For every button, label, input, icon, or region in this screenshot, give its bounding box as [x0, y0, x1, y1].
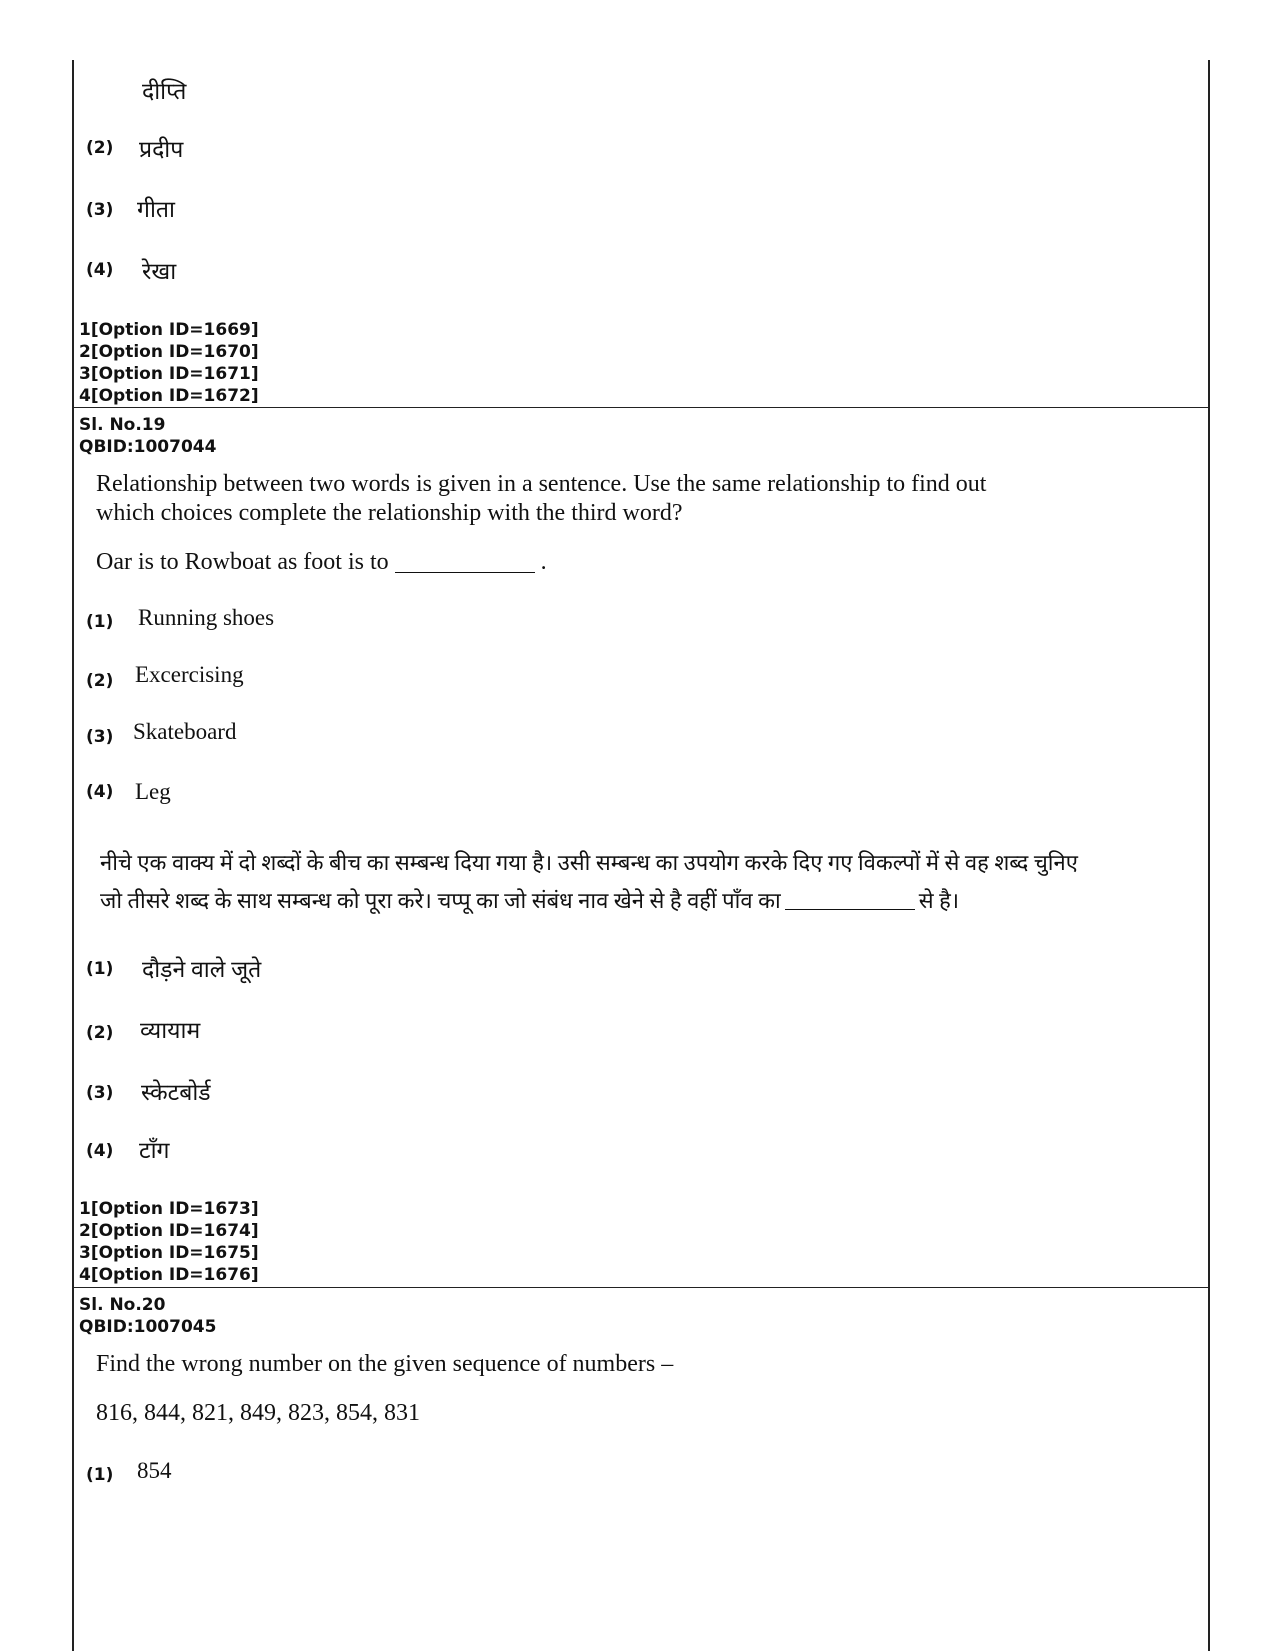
q19-stem-text: Oar is to Rowboat as foot is to — [96, 549, 389, 575]
q19-header — [79, 414, 216, 458]
q19-en-option-1-number: (1) — [86, 612, 114, 632]
q19-text-line-1: Relationship between two words is given in a sentence. Use the same relationship to find out — [96, 471, 987, 497]
q19-hi-option-3-number: (3) — [86, 1083, 114, 1103]
q19-stem-end: . — [540, 549, 547, 575]
q19-hi-option-2-number: (2) — [86, 1023, 114, 1043]
q19-hindi-line-2 — [100, 882, 1190, 920]
prev-option-ids — [79, 319, 259, 407]
q19-hi-option-2-text: व्यायाम — [140, 1018, 201, 1043]
q19-option-ids — [79, 1198, 259, 1286]
prev-option-2-number: (2) — [86, 138, 114, 158]
prev-option-3-text: गीता — [137, 197, 175, 222]
q19-en-option-3-text: Skateboard — [133, 719, 237, 744]
prev-option-1-text: दीप्ति — [142, 79, 187, 104]
prev-option-3-number: (3) — [86, 200, 114, 220]
q19-hindi-line-2-end: से है। — [918, 888, 960, 913]
q19-hindi-line-2-text: जो तीसरे शब्द के साथ सम्बन्ध को पूरा करे। चप्पू का जो संबंध नाव खेने से है वहीं पाँव का — [100, 888, 781, 913]
q20-qbid: QBID:1007045 — [79, 1317, 217, 1337]
option-id-line: 1[Option ID=1669] — [79, 320, 259, 340]
q19-sl-no: Sl. No.19 — [79, 415, 166, 435]
prev-option-4-number: (4) — [86, 260, 114, 280]
q19-en-option-3-number: (3) — [86, 727, 114, 747]
right-border — [1208, 60, 1210, 1651]
option-id-line: 3[Option ID=1675] — [79, 1243, 259, 1263]
answer-blank — [785, 887, 915, 910]
answer-blank — [395, 548, 535, 573]
q19-en-option-4-number: (4) — [86, 782, 114, 802]
q19-hi-option-1-number: (1) — [86, 959, 114, 979]
prev-option-2-text: प्रदीप — [139, 137, 184, 162]
option-id-line: 2[Option ID=1674] — [79, 1221, 259, 1241]
prev-option-4-text: रेखा — [142, 259, 177, 284]
q19-hindi-text — [100, 844, 1190, 920]
option-id-line: 1[Option ID=1673] — [79, 1199, 259, 1219]
q19-hindi-line-1: नीचे एक वाक्य में दो शब्दों के बीच का सम्बन्ध दिया गया है। उसी सम्बन्ध का उपयोग करके दिए गए विकल्पों में से वह शब्द चुनिए — [100, 850, 1078, 875]
question-divider — [72, 407, 1210, 408]
q19-hi-option-4-number: (4) — [86, 1141, 114, 1161]
option-id-line: 2[Option ID=1670] — [79, 342, 259, 362]
q19-text-line-2: which choices complete the relationship with the third word? — [96, 500, 683, 526]
option-id-line: 4[Option ID=1676] — [79, 1265, 259, 1285]
q19-hi-option-4-text: टाँग — [139, 1138, 170, 1163]
q19-hi-option-3-text: स्केटबोर्ड — [141, 1080, 211, 1105]
left-border — [72, 60, 74, 1651]
q19-en-option-2-number: (2) — [86, 671, 114, 691]
option-id-line: 4[Option ID=1672] — [79, 386, 259, 406]
q20-option-1-text: 854 — [137, 1458, 172, 1483]
q19-question-text — [96, 470, 1186, 528]
q19-hi-option-1-text: दौड़ने वाले जूते — [142, 957, 262, 982]
q19-en-option-2-text: Excercising — [135, 662, 244, 687]
q19-en-option-1-text: Running shoes — [138, 605, 275, 630]
q19-qbid: QBID:1007044 — [79, 437, 217, 457]
q19-stem — [96, 548, 1186, 577]
option-id-line: 3[Option ID=1671] — [79, 364, 259, 384]
q20-header — [79, 1294, 216, 1338]
question-divider — [72, 1287, 1210, 1288]
q20-sl-no: Sl. No.20 — [79, 1295, 166, 1315]
q20-number-sequence: 816, 844, 821, 849, 823, 854, 831 — [96, 1400, 420, 1426]
q19-en-option-4-text: Leg — [135, 779, 171, 804]
q20-option-1-number: (1) — [86, 1465, 114, 1485]
q20-question-text: Find the wrong number on the given sequence of numbers – — [96, 1351, 674, 1377]
